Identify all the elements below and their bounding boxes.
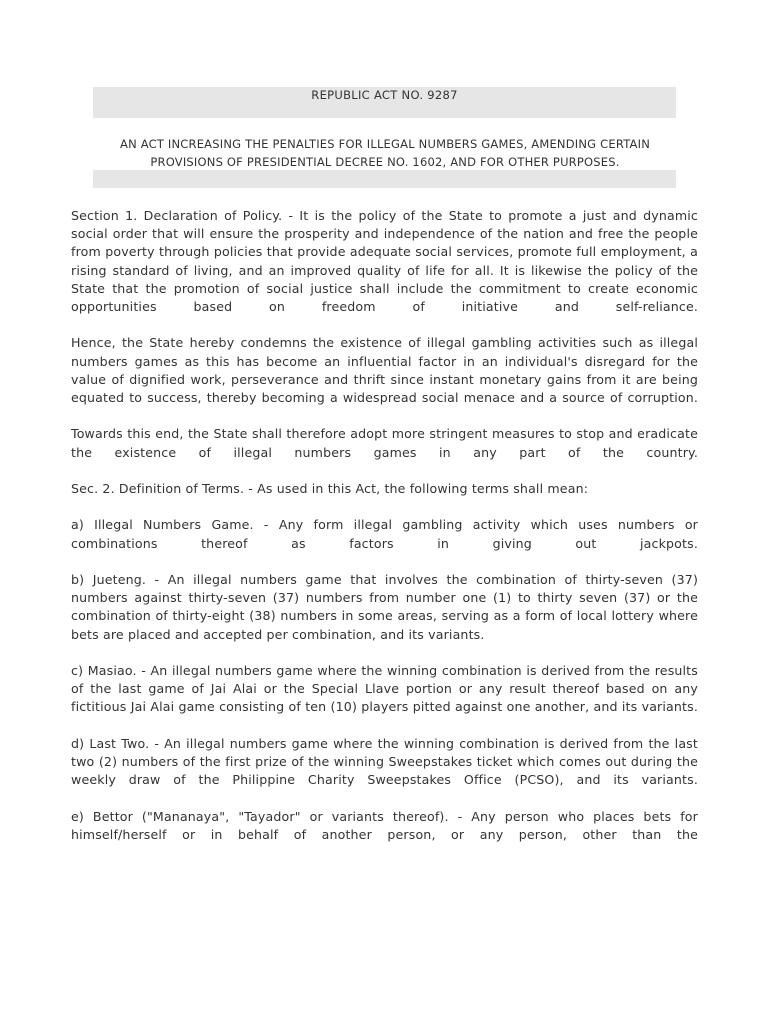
subtitle-band (93, 170, 676, 188)
paragraph-heading: Sec. 2. Definition of Terms. (71, 481, 245, 496)
definition-text: - An illegal numbers game that involves the combination of thirty-seven (37) numbers against thirty-seven (37) numbers from number one (1) to thirty seven (37) or the combination of thirty-eight (38) numbers in some areas, serving as a form of local lottery where bets are placed and accepted per combination, and its variants. (71, 571, 699, 642)
definition-heading: e) Bettor ("Mananaya", "Tayador" or variants thereof). (71, 808, 449, 824)
paragraph-text: Towards this end, the State shall therefore adopt more stringent measures to stop and eradicate the existence of illegal numbers games in any part of the country. (71, 426, 698, 460)
paragraph-towards (71, 425, 698, 461)
paragraph-text: - It is the policy of the State to promote a just and dynamic social order that will ensure the prosperity and independence of the nation and free the people from poverty through policies that provide adequate social services, promote full employment, a rising standard of living, and an improved quality of life for all. It is likewise the policy of the State that the promotion of social justice shall include the commitment to create economic opportunities based on freedom of initiative and self-reliance. (71, 208, 698, 315)
definition-illegal-numbers-game (71, 516, 698, 552)
definition-heading: c) Masiao. (71, 662, 137, 678)
definition-text: - Any person who places bets for himself/herself or in behalf of another person, or any person, other than the (71, 808, 698, 842)
definition-text: - Any form illegal gambling activity which uses numbers or combinations thereof as factors in giving out jackpots. (71, 517, 699, 551)
paragraph-section-1 (71, 207, 698, 316)
paragraph-heading: Section 1. Declaration of Policy. (71, 208, 283, 223)
definition-jueteng (71, 571, 698, 644)
subtitle-line-2: PROVISIONS OF PRESIDENTIAL DECREE NO. 1602, AND FOR OTHER PURPOSES. (150, 155, 620, 169)
paragraph-hence (71, 334, 698, 407)
definition-heading: a) Illegal Numbers Game. (71, 517, 254, 533)
paragraph-section-2 (71, 480, 698, 498)
definition-text: - An illegal numbers game where the winning combination is derived from the last two (2) numbers of the first prize of the winning Sweepstakes ticket which comes out during the weekly draw of the Philippine Charity Sweepstakes Office (PCSO), and its variants. (71, 735, 698, 788)
definition-last-two (71, 735, 698, 790)
definition-bettor (71, 808, 698, 844)
document-body (71, 207, 698, 862)
document-title: REPUBLIC ACT NO. 9287 (311, 88, 458, 102)
definition-heading: b) Jueteng. (71, 571, 147, 587)
definition-masiao (71, 662, 698, 717)
paragraph-text: - As used in this Act, the following terms shall mean: (244, 481, 589, 496)
document-subtitle (90, 135, 680, 171)
definition-heading: d) Last Two. (71, 735, 150, 751)
paragraph-text: Hence, the State hereby condemns the existence of illegal gambling activities such as illegal numbers games as this has become an influential factor in an individual's disregard for the value of dignified work, perseverance and thrift since instant monetary gains from it are being equated to success, thereby becoming a widespread social menace and a source of corruption. (71, 335, 698, 406)
definition-text: - An illegal numbers game where the winning combination is derived from the results of the last game of Jai Alai or the Special Llave portion or any result thereof based on any fictitious Jai Alai game consisting of ten (10) players pitted against one another, and its variants. (71, 662, 698, 715)
subtitle-line-1: AN ACT INCREASING THE PENALTIES FOR ILLEGAL NUMBERS GAMES, AMENDING CERTAIN (120, 137, 650, 151)
